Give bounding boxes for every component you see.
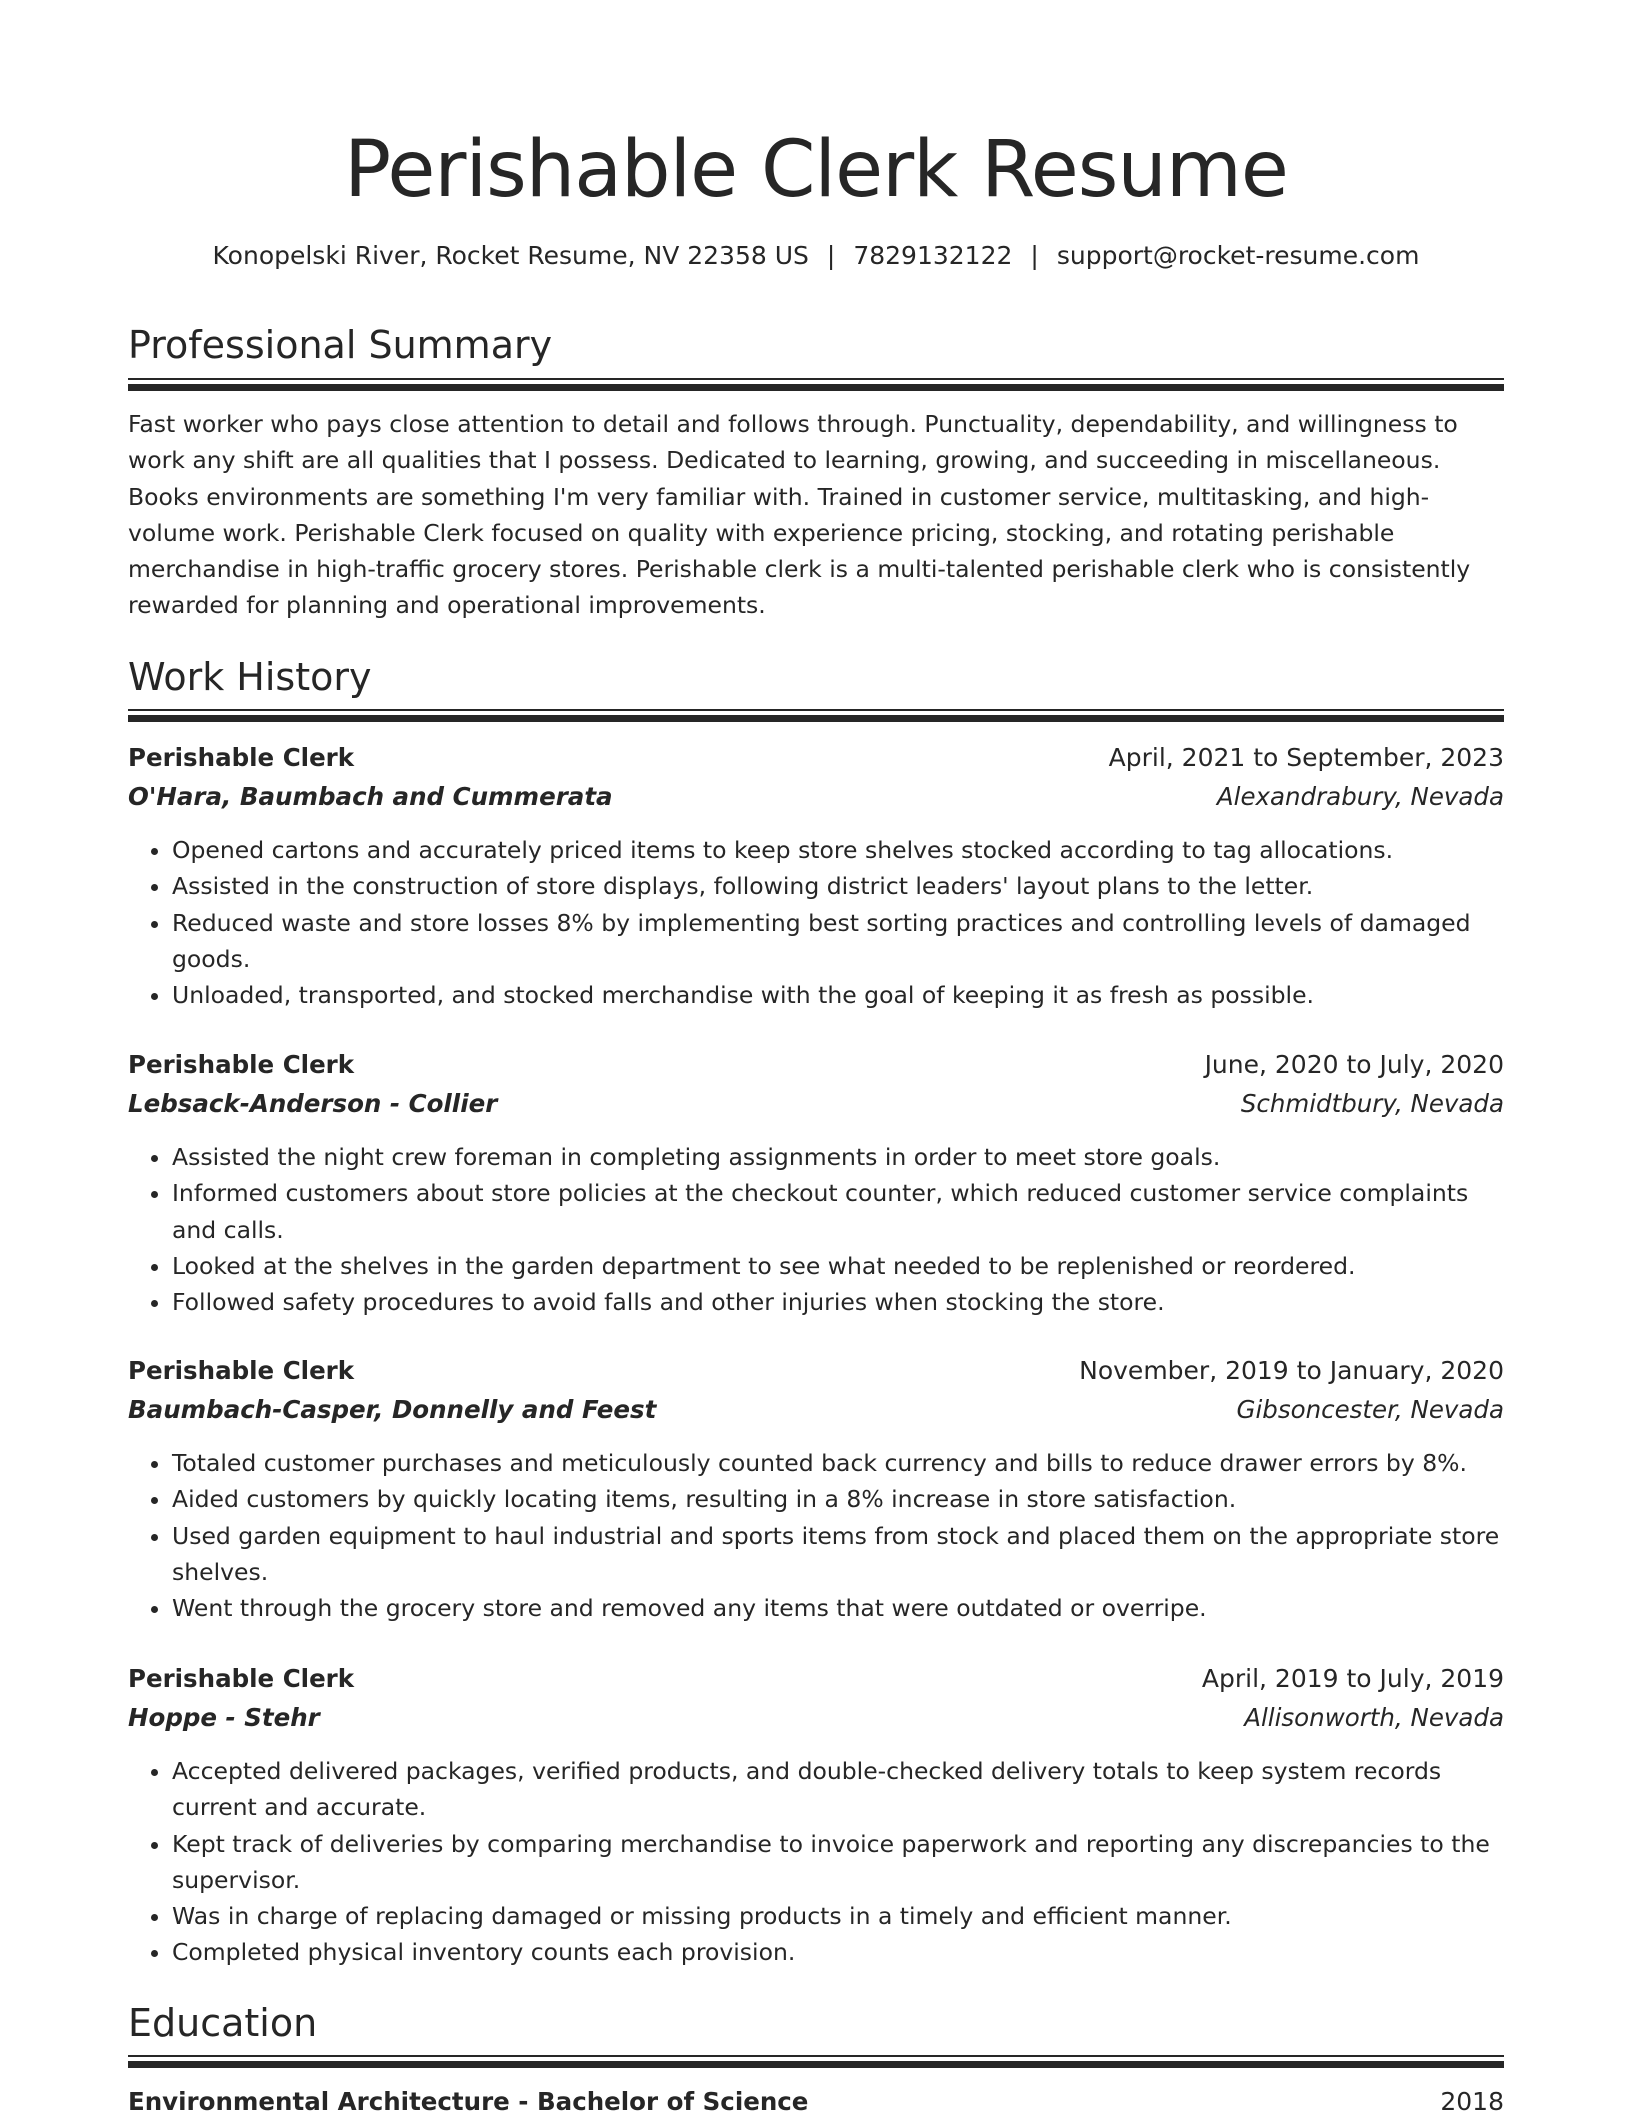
job-dates: November, 2019 to January, 2020 xyxy=(1079,1356,1504,1385)
job-bullet: • Assisted the night crew foreman in completing assignments in order to meet store goals. xyxy=(172,1139,1504,1175)
job-bullet-list xyxy=(128,1139,1504,1320)
section-title-summary: Professional Summary xyxy=(128,323,553,367)
job-bullet: • Assisted in the construction of store displays, following district leaders' layout plans to the letter. xyxy=(172,868,1504,904)
section-divider xyxy=(128,378,1504,393)
job-company: Lebsack-Anderson - Collier xyxy=(128,1089,498,1118)
job-company: O'Hara, Baumbach and Cummerata xyxy=(128,782,613,811)
job-location: Allisonworth, Nevada xyxy=(1244,1703,1504,1732)
resume-title: Perishable Clerk Resume xyxy=(344,125,1288,215)
job-role: Perishable Clerk xyxy=(128,1664,355,1693)
job-bullet-list xyxy=(128,1445,1504,1626)
contact-separator: | xyxy=(1030,241,1039,270)
job-role: Perishable Clerk xyxy=(128,1050,355,1079)
job-bullet: • Looked at the shelves in the garden department to see what needed to be replenished or reordered. xyxy=(172,1248,1504,1284)
job-entry xyxy=(128,1047,1504,1320)
job-role: Perishable Clerk xyxy=(128,1356,355,1385)
job-location: Alexandrabury, Nevada xyxy=(1216,782,1504,811)
job-entry xyxy=(128,740,1504,1013)
job-bullet: • Went through the grocery store and removed any items that were outdated or overripe. xyxy=(172,1590,1504,1626)
job-bullet: • Was in charge of replacing damaged or missing products in a timely and efficient manner. xyxy=(172,1898,1504,1934)
job-dates: April, 2019 to July, 2019 xyxy=(1201,1664,1504,1693)
job-entry xyxy=(128,1661,1504,1971)
section-divider xyxy=(128,2055,1504,2070)
job-bullet: • Accepted delivered packages, verified products, and double-checked delivery totals to keep system records current and accurate. xyxy=(172,1753,1504,1826)
job-bullet: • Reduced waste and store losses 8% by implementing best sorting practices and controlling levels of damaged goods. xyxy=(172,905,1504,978)
contact-separator: | xyxy=(826,241,836,270)
education-year: 2018 xyxy=(1440,2087,1504,2116)
job-company: Hoppe - Stehr xyxy=(128,1703,320,1732)
summary-text: Fast worker who pays close attention to detail and follows through. Punctuality, dependability, and willingness to work any shift are all qualities that I possess. Dedicated to learning, growing, and succeeding in miscellaneous. Books environments are something I'm very familiar with. Trained in customer service, multitasking, and high-volume work. Perishable Clerk focused on quality with experience pricing, stocking, and rotating perishable merchandise in high-traffic grocery stores. Perishable clerk is a multi-talented perishable clerk who is consistently rewarded for planning and operational improvements. xyxy=(128,410,1471,620)
job-bullet: • Opened cartons and accurately priced items to keep store shelves stocked according to tag allocations. xyxy=(172,832,1504,868)
section-title-education: Education xyxy=(128,2001,318,2045)
job-bullet: • Totaled customer purchases and meticulously counted back currency and bills to reduce drawer errors by 8%. xyxy=(172,1445,1504,1481)
section-divider xyxy=(128,709,1504,724)
education-degree: Environmental Architecture - Bachelor of Science xyxy=(128,2087,809,2116)
education-entry xyxy=(128,2084,1504,2123)
job-bullet: • Informed customers about store policies at the checkout counter, which reduced customer service complaints and calls. xyxy=(172,1175,1504,1248)
job-dates: June, 2020 to July, 2020 xyxy=(1204,1050,1504,1079)
job-dates: April, 2021 to September, 2023 xyxy=(1108,743,1504,772)
job-bullet: • Aided customers by quickly locating items, resulting in a 8% increase in store satisfaction. xyxy=(172,1481,1504,1517)
contact-line xyxy=(128,238,1504,274)
job-bullet-list xyxy=(128,1753,1504,1971)
section-title-work-history: Work History xyxy=(128,655,372,699)
job-location: Schmidtbury, Nevada xyxy=(1240,1089,1504,1118)
job-company: Baumbach-Casper, Donnelly and Feest xyxy=(128,1395,657,1424)
job-location: Gibsoncester, Nevada xyxy=(1236,1395,1504,1424)
job-bullet: • Kept track of deliveries by comparing merchandise to invoice paperwork and reporting any discrepancies to the supervisor. xyxy=(172,1826,1504,1899)
job-role: Perishable Clerk xyxy=(128,743,355,772)
job-bullet: • Followed safety procedures to avoid falls and other injuries when stocking the store. xyxy=(172,1284,1504,1320)
contact-email: support@rocket-resume.com xyxy=(1056,241,1420,270)
job-bullet-list xyxy=(128,832,1504,1013)
job-bullet: • Unloaded, transported, and stocked merchandise with the goal of keeping it as fresh as possible. xyxy=(172,977,1504,1013)
job-bullet: • Completed physical inventory counts each provision. xyxy=(172,1934,1504,1970)
contact-phone: 7829132122 xyxy=(853,241,1013,270)
job-entry xyxy=(128,1353,1504,1626)
job-bullet: • Used garden equipment to haul industrial and sports items from stock and placed them on the appropriate store shelves. xyxy=(172,1518,1504,1591)
contact-address: Konopelski River, Rocket Resume, NV 22358 US xyxy=(212,241,809,270)
